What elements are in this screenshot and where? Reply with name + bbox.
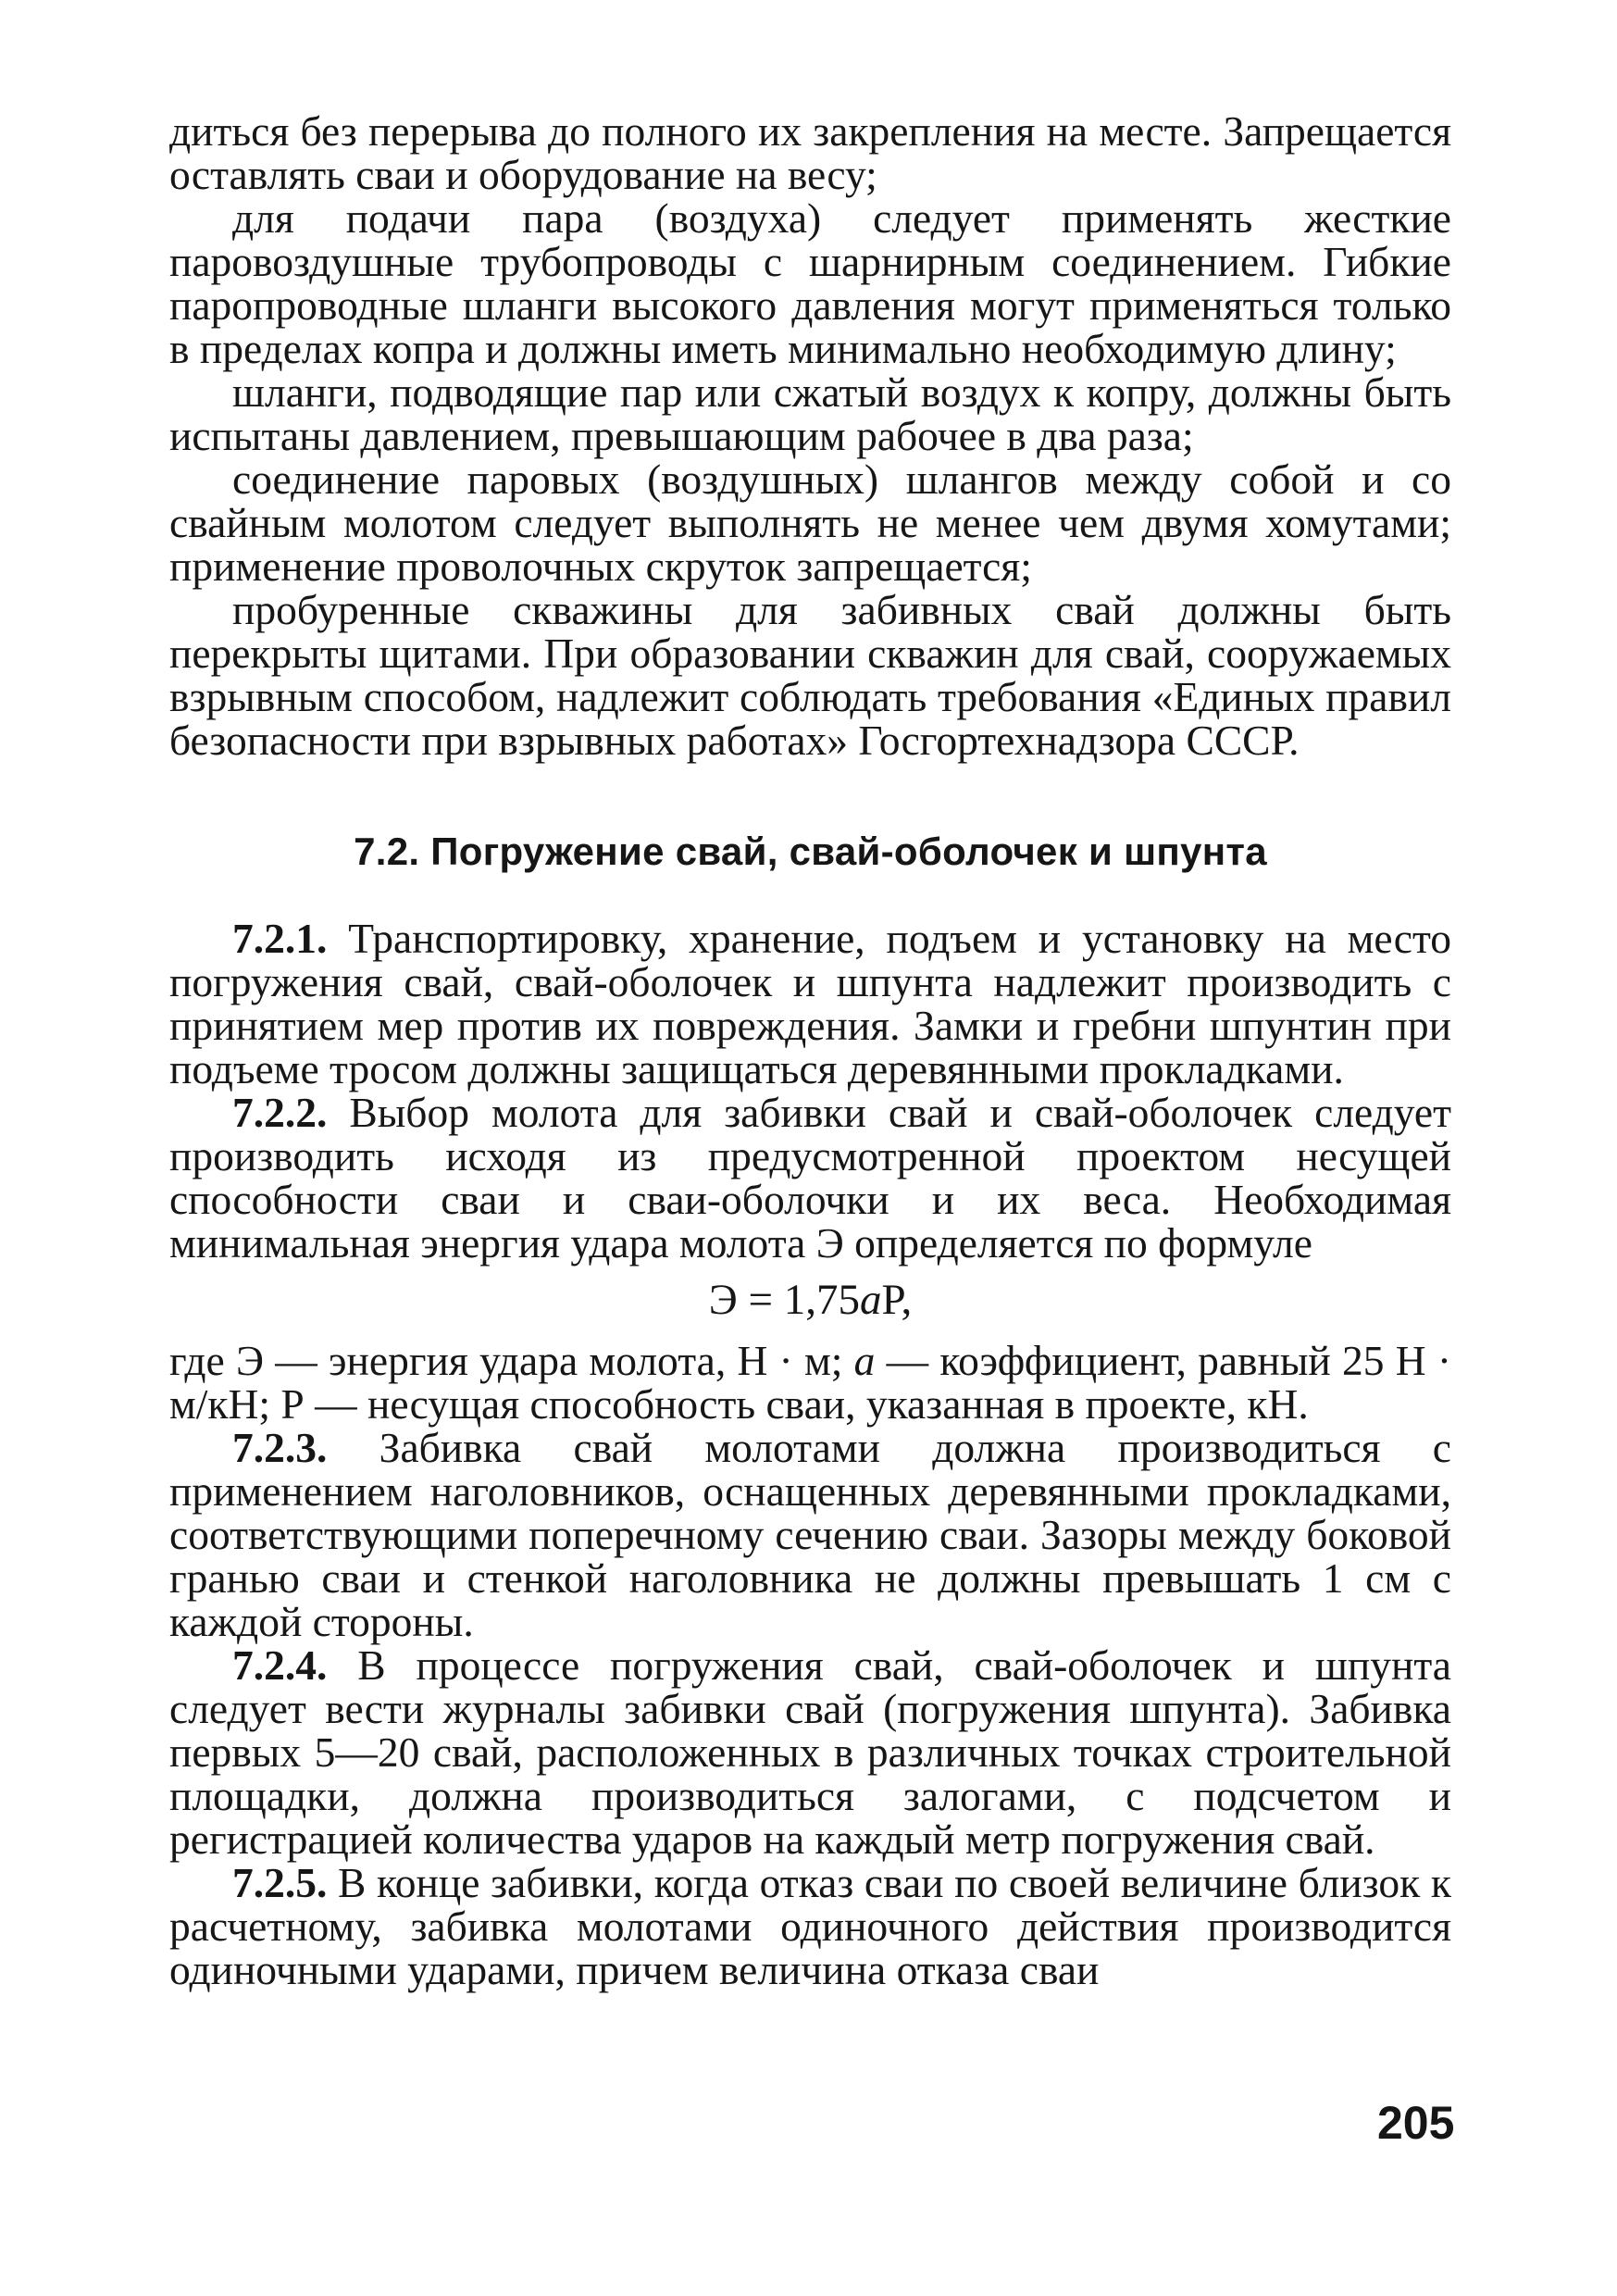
energy-formula: [169, 1276, 1451, 1324]
formula-right: P,: [881, 1276, 913, 1324]
section-heading: 7.2. Погружение свай, свай-оболочек и шпунта: [354, 830, 1267, 873]
clause-number: 7.2.5.: [232, 1859, 328, 1906]
formula-left: Э = 1,75: [708, 1276, 861, 1324]
clause-number: 7.2.1.: [232, 915, 328, 962]
formula-coefficient: a: [860, 1276, 882, 1324]
formula-explanation-part2: — коэффициент, равный 25 Н · м/кН; Р — несущая способность сваи, указанная в проекте, кН.: [169, 1337, 1452, 1428]
formula-explanation: [169, 1339, 1451, 1426]
clause-7-2-3: [169, 1426, 1451, 1643]
formula-explanation-var: a: [853, 1337, 876, 1384]
page-number: 205: [1377, 2097, 1455, 2149]
clause-7-2-2: [169, 1091, 1451, 1265]
clause-text: В процессе погружения свай, свай-оболочек и шпунта следует вести журналы забивки свай (погружения шпунта). Забивка первых 5—20 свай, расположенных в различных точках строительной площадки, должна производиться залогами, с подсчетом и регистрацией количества ударов на каждый метр погружения свай.: [169, 1641, 1451, 1863]
paragraph-hose-testing: шланги, подводящие пар или сжатый воздух к копру, должны быть испытаны давлением, превышающим рабочее в два раза;: [169, 368, 1451, 459]
paragraph-hose-connection: соединение паровых (воздушных) шлангов между собой и со свайным молотом следует выполнять не менее чем двумя хомутами; применение проволочных скруток запрещается;: [169, 455, 1451, 590]
clause-7-2-1: [169, 917, 1451, 1091]
document-page: [169, 109, 1451, 1991]
clause-7-2-5: [169, 1861, 1451, 1991]
clause-text: Выбор молота для забивки свай и свай-оболочек следует производить исходя из предусмотренной проектом несущей способности сваи и сваи-оболочки и их веса. Необходимая минимальная энергия удара молота Э определяется по формуле: [169, 1089, 1451, 1267]
formula-explanation-part1: где Э — энергия удара молота, Н · м;: [169, 1337, 854, 1384]
clause-7-2-4: [169, 1643, 1451, 1861]
clause-text: В конце забивки, когда отказ сваи по своей величине близок к расчетному, забивка молотами одиночного действия производится одиночными ударами, причем величина отказа сваи: [169, 1859, 1451, 1993]
paragraph-steam-supply: для подачи пара (воздуха) следует применять жесткие паровоздушные трубопроводы с шарнирным соединением. Гибкие паропроводные шланги высокого давления могут применяться только в пределах копра и должны иметь минимально необходимую длину;: [169, 194, 1451, 372]
paragraph-continuation: диться без перерыва до полного их закрепления на месте. Запрещается оставлять сваи и оборудование на весу;: [169, 107, 1451, 198]
clause-number: 7.2.3.: [232, 1424, 328, 1471]
paragraph-drilled-wells: пробуренные скважины для забивных свай должны быть перекрыты щитами. При образовании скважин для свай, сооружаемых взрывным способом, надлежит соблюдать требования «Единых правил безопасности при взрывных работах» Госгортехнадзора СССР.: [169, 586, 1451, 764]
clause-number: 7.2.4.: [232, 1641, 328, 1689]
clause-text: Забивка свай молотами должна производиться с применением наголовников, оснащенных деревянными прокладками, соответствующими поперечному сечению сваи. Зазоры между боковой гранью сваи и стенкой наголовника не должны превышать 1 см с каждой стороны.: [169, 1424, 1451, 1645]
clause-number: 7.2.2.: [232, 1089, 328, 1136]
clause-text: Транспортировку, хранение, подъем и установку на место погружения свай, свай-оболочек и шпунта надлежит производить с принятием мер против их повреждения. Замки и гребни шпунтин при подъеме тросом должны защищаться деревянными прокладками.: [169, 915, 1451, 1092]
